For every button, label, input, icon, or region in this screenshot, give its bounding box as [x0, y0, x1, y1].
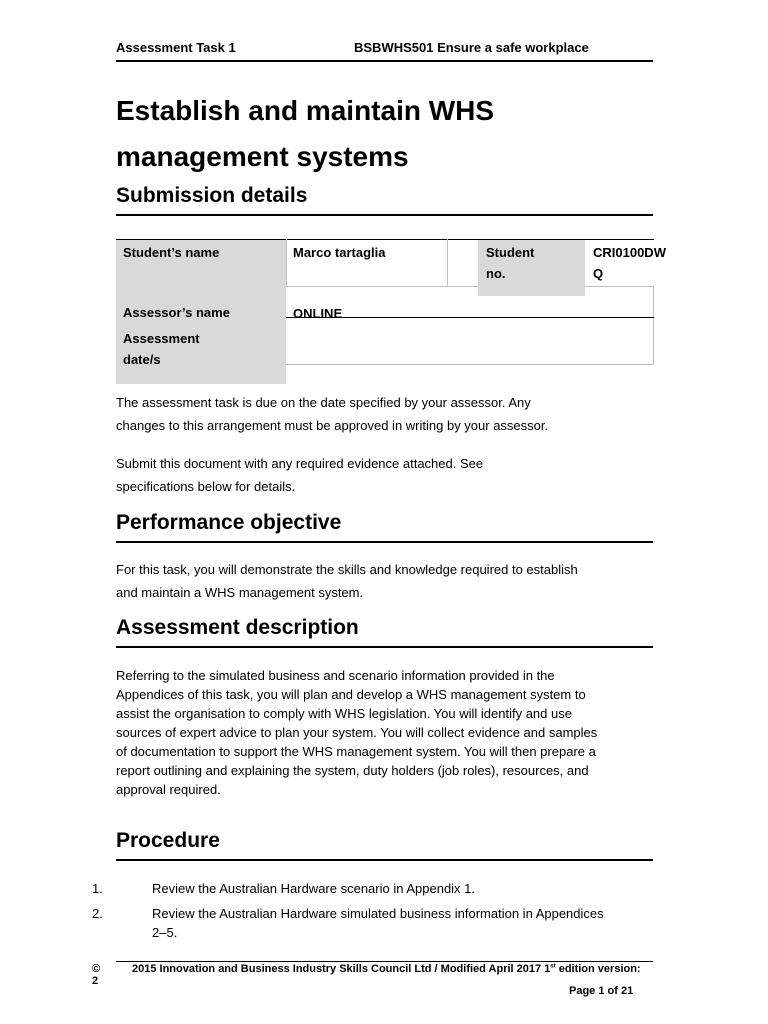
page-header: [116, 38, 653, 62]
description-heading: Assessment description: [116, 616, 653, 648]
assessment-date-label: Assessment date/s: [123, 331, 200, 367]
student-no-label: Student no.: [486, 245, 535, 281]
table-top-border: [116, 239, 654, 240]
table-divider: [447, 239, 448, 286]
page-number: Page 1 of 21: [569, 985, 634, 997]
title-line-2: management systems: [116, 141, 409, 172]
footer-divider: [116, 961, 653, 962]
procedure-item-text: Review the Australian Hardware simulated business information in Appendices 2–5.: [152, 906, 604, 940]
title-line-1: Establish and maintain WHS: [116, 95, 495, 126]
performance-heading: Performance objective: [116, 511, 653, 543]
student-no-value: CRI0100DW Q: [593, 245, 666, 281]
submit-paragraph: Submit this document with any required evidence attached. See specifications below for details.: [116, 456, 484, 494]
procedure-heading: Procedure: [116, 829, 653, 861]
copyright-text: 2015 Innovation and Business Industry Skills Council Ltd / Modified April 2017 1st edition version:: [132, 963, 641, 975]
submission-heading: Submission details: [116, 184, 653, 216]
header-task: Assessment Task 1: [116, 40, 236, 55]
student-name-label: Student’s name: [123, 245, 220, 260]
procedure-item-text: Review the Australian Hardware scenario in Appendix 1.: [152, 881, 476, 896]
procedure-item-number: 2.: [92, 906, 103, 921]
performance-paragraph: For this task, you will demonstrate the skills and knowledge required to establish and maintain a WHS management system.: [116, 562, 578, 600]
document-title: [116, 88, 676, 180]
table-divider: [653, 286, 654, 364]
student-name-value: Marco tartaglia: [293, 245, 386, 260]
table-row-line: [585, 286, 654, 287]
header-unit: BSBWHS501 Ensure a safe workplace: [354, 40, 589, 55]
table-bottom-line: [286, 364, 654, 365]
description-paragraph: Referring to the simulated business and scenario information provided in the Appendices of this task, you will plan and develop a WHS management system to assist the organisation to comply with WHS legislation. You will identify and use sources of expert advice to plan your system. You will collect evidence and samples of documentation to support the WHS management system. You will then prepare a report outlining and explaining the system, duty holders (job roles), resources, and approval required.: [116, 668, 598, 797]
table-divider: [286, 239, 287, 286]
assessor-name-label: Assessor’s name: [123, 305, 230, 320]
procedure-item-number: 1.: [92, 881, 103, 896]
table-row-line: [286, 286, 478, 287]
submission-table: [116, 239, 666, 384]
copyright-mark: © 2: [92, 963, 101, 987]
assessor-name-value: ONLINE: [293, 306, 343, 321]
due-date-paragraph: The assessment task is due on the date specified by your assessor. Any changes to this arrangement must be approved in writing by your assessor.: [116, 395, 549, 433]
